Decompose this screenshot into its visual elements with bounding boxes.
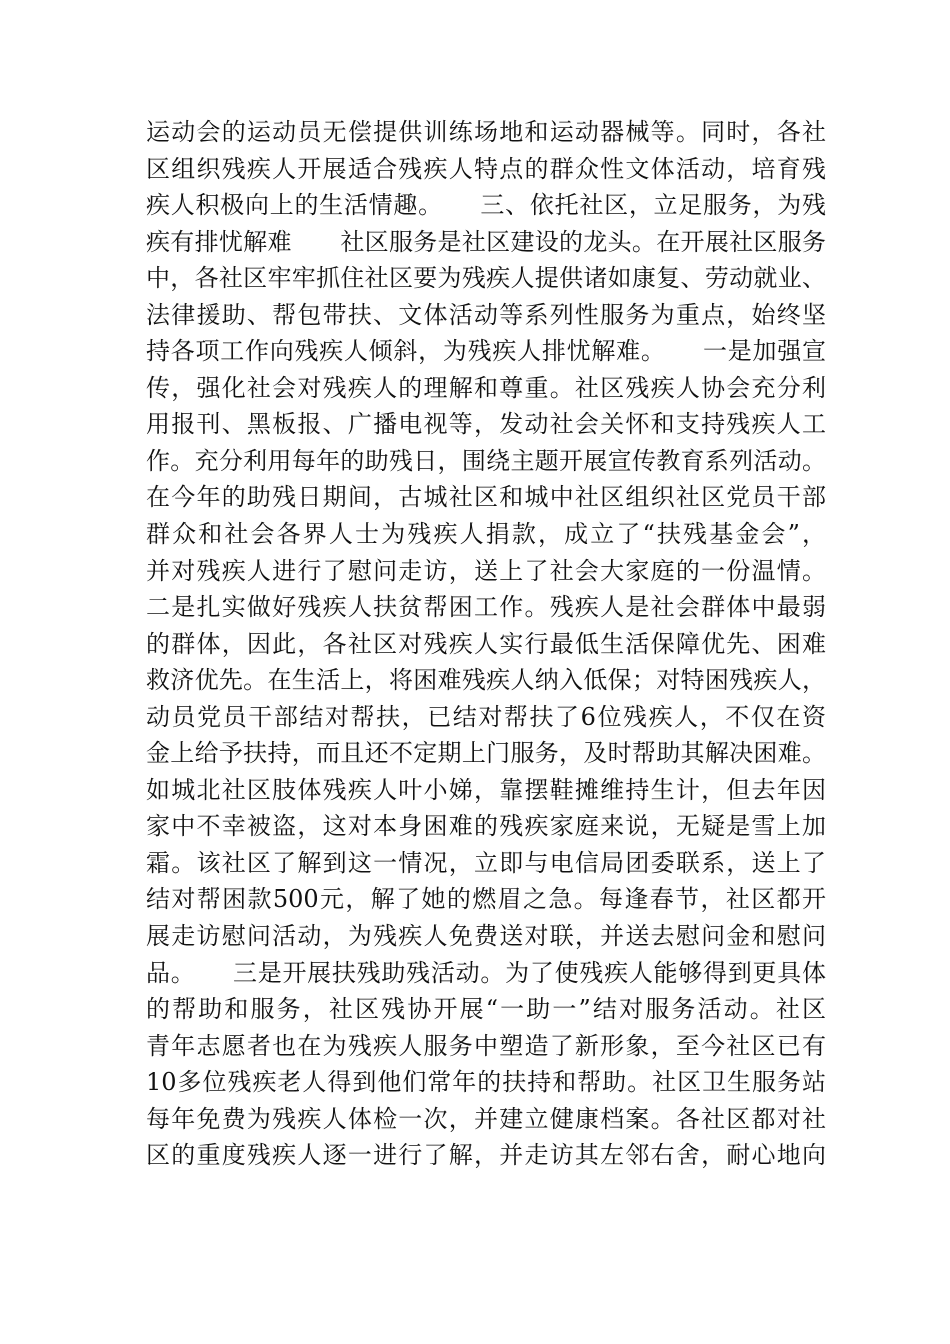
text-line: 品。 三是开展扶残助残活动。为了使残疾人能够得到更具体 bbox=[146, 958, 826, 987]
text-line: 每年免费为残疾人体检一次，并建立健康档案。各社区都对社 bbox=[146, 1104, 826, 1133]
text-line: 青年志愿者也在为残疾人服务中塑造了新形象，至今社区已有 bbox=[146, 1031, 826, 1060]
text-line: 的群体，因此，各社区对残疾人实行最低生活保障优先、困难 bbox=[146, 629, 826, 658]
text-line: 展走访慰问活动，为残疾人免费送对联，并送去慰问金和慰问 bbox=[146, 922, 826, 951]
text-line: 的帮助和服务，社区残协开展“一助一”结对服务活动。社区 bbox=[146, 995, 826, 1024]
text-line: 霜。该社区了解到这一情况，立即与电信局团委联系，送上了 bbox=[146, 848, 826, 877]
text-line: 疾人积极向上的生活情趣。 三、依托社区，立足服务，为残 bbox=[146, 191, 826, 220]
text-line: 用报刊、黑板报、广播电视等，发动社会关怀和支持残疾人工 bbox=[146, 410, 826, 439]
text-line: 群众和社会各界人士为残疾人捐款，成立了“扶残基金会”， bbox=[146, 520, 826, 549]
text-line: 作。充分利用每年的助残日，围绕主题开展宣传教育系列活动。 bbox=[146, 446, 826, 475]
text-line: 动员党员干部结对帮扶，已结对帮扶了6位残疾人，不仅在资 bbox=[146, 702, 826, 731]
text-line: 区组织残疾人开展适合残疾人特点的群众性文体活动，培育残 bbox=[146, 154, 826, 183]
text-line: 如城北社区肢体残疾人叶小娣，靠摆鞋摊维持生计，但去年因 bbox=[146, 775, 826, 804]
text-line: 疾有排忧解难 社区服务是社区建设的龙头。在开展社区服务 bbox=[146, 227, 826, 256]
text-line: 救济优先。在生活上，将困难残疾人纳入低保；对特困残疾人， bbox=[146, 666, 826, 695]
text-line: 法律援助、帮包带扶、文体活动等系列性服务为重点，始终坚 bbox=[146, 300, 826, 329]
body-text bbox=[146, 114, 826, 1174]
text-line: 并对残疾人进行了慰问走访，送上了社会大家庭的一份温情。 bbox=[146, 556, 826, 585]
text-line: 10多位残疾老人得到他们常年的扶持和帮助。社区卫生服务站 bbox=[146, 1068, 826, 1097]
text-line: 结对帮困款500元，解了她的燃眉之急。每逢春节，社区都开 bbox=[146, 885, 826, 914]
text-line: 中，各社区牢牢抓住社区要为残疾人提供诸如康复、劳动就业、 bbox=[146, 264, 826, 293]
text-line: 区的重度残疾人逐一进行了解，并走访其左邻右舍，耐心地向 bbox=[146, 1141, 826, 1170]
text-line: 家中不幸被盗，这对本身困难的残疾家庭来说，无疑是雪上加 bbox=[146, 812, 826, 841]
text-line: 在今年的助残日期间，古城社区和城中社区组织社区党员干部 bbox=[146, 483, 826, 512]
text-line: 金上给予扶持，而且还不定期上门服务，及时帮助其解决困难。 bbox=[146, 739, 826, 768]
text-line: 传，强化社会对残疾人的理解和尊重。社区残疾人协会充分利 bbox=[146, 373, 826, 402]
text-line: 二是扎实做好残疾人扶贫帮困工作。残疾人是社会群体中最弱 bbox=[146, 593, 826, 622]
text-line: 运动会的运动员无偿提供训练场地和运动器械等。同时，各社 bbox=[146, 118, 826, 146]
text-line: 持各项工作向残疾人倾斜，为残疾人排忧解难。 一是加强宣 bbox=[146, 337, 826, 366]
